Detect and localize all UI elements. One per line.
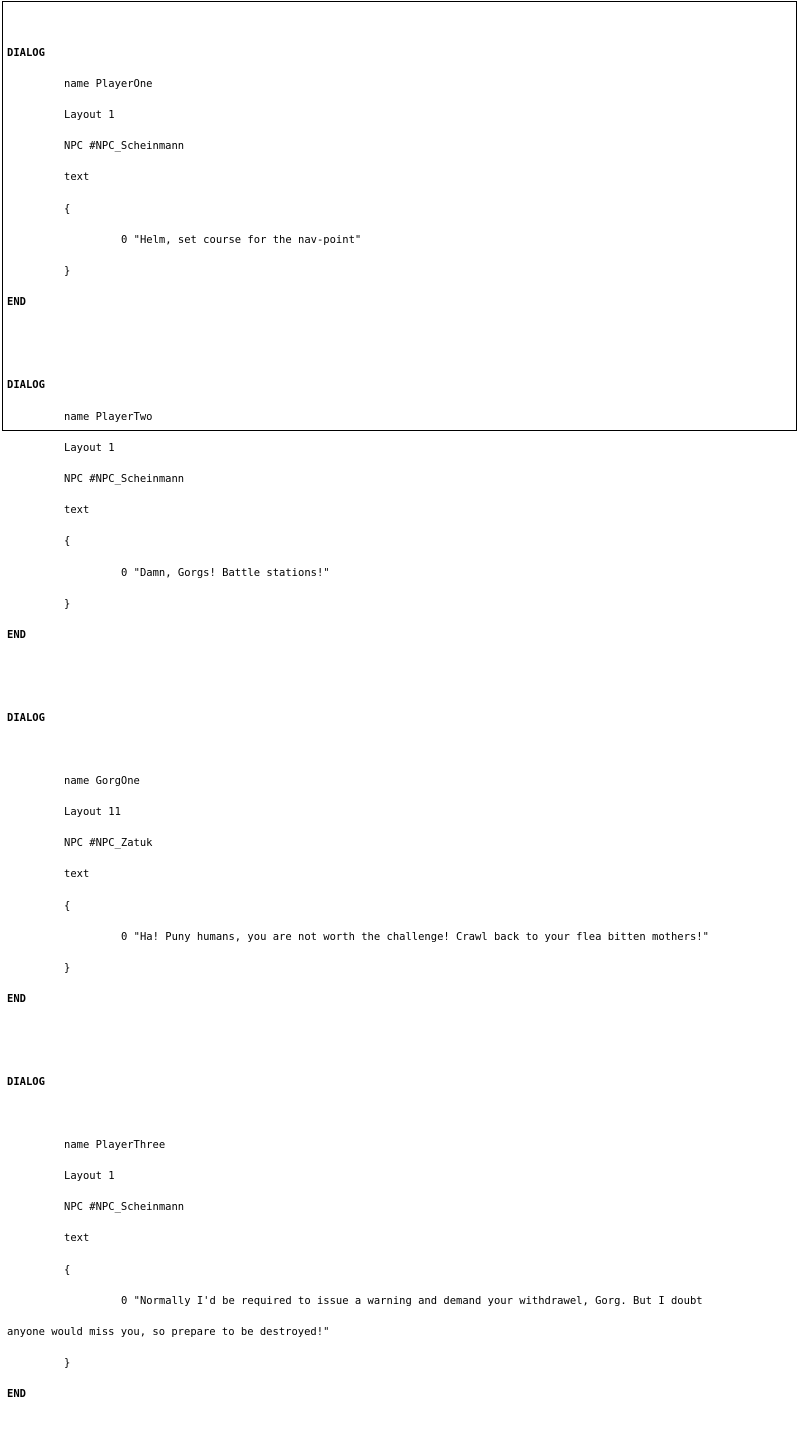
dialog-name: name GorgOne [64,774,140,787]
blank-line [7,1025,795,1035]
brace-close: } [64,265,71,278]
dialog-keyword: DIALOG [7,1076,45,1089]
dialog-keyword: DIALOG [7,712,45,725]
dialog-name: name PlayerThree [64,1138,166,1151]
blank-line [7,1109,795,1119]
dialog-name: name PlayerTwo [64,410,153,423]
dialog-npc: NPC #NPC_Scheinmann [64,140,185,153]
brace-open: { [64,1263,71,1276]
brace-open: { [64,535,71,548]
brace-close: } [64,1357,71,1370]
dialog-line: 0 "Ha! Puny humans, you are not worth the challenge! Crawl back to your flea bitten mothers!" [121,930,709,943]
dialog-text-keyword: text [64,504,90,517]
dialog-npc: NPC #NPC_Scheinmann [64,473,185,486]
blank-line [7,328,795,338]
document-frame [2,1,797,1401]
dialog-layout: Layout 11 [64,805,121,818]
blank-line [7,661,795,671]
dialog-keyword: DIALOG [7,46,45,59]
brace-open: { [64,202,71,215]
dialog-text-keyword: text [64,868,90,881]
brace-open: { [64,899,71,912]
dialog-line: 0 "Normally I'd be required to issue a warning and demand your withdrawel, Gorg. But I doubt [121,1294,703,1307]
dialog-layout: Layout 1 [64,109,115,122]
dialog-name: name PlayerOne [64,77,153,90]
dialog-line: 0 "Damn, Gorgs! Battle stations!" [121,566,330,579]
dialog-npc: NPC #NPC_Scheinmann [64,1201,185,1214]
end-keyword: END [7,296,26,309]
end-keyword: END [7,993,26,1006]
dialog-layout: Layout 1 [64,441,115,454]
script-text [7,6,795,1431]
end-keyword: END [7,1388,26,1401]
brace-close: } [64,961,71,974]
dialog-line-continuation: anyone would miss you, so prepare to be destroyed!" [7,1325,330,1338]
brace-close: } [64,597,71,610]
dialog-line: 0 "Helm, set course for the nav-point" [121,233,362,246]
dialog-text-keyword: text [64,171,90,184]
dialog-text-keyword: text [64,1232,90,1245]
dialog-layout: Layout 1 [64,1169,115,1182]
blank-line [7,745,795,755]
end-keyword: END [7,629,26,642]
dialog-npc: NPC #NPC_Zatuk [64,837,153,850]
dialog-keyword: DIALOG [7,379,45,392]
